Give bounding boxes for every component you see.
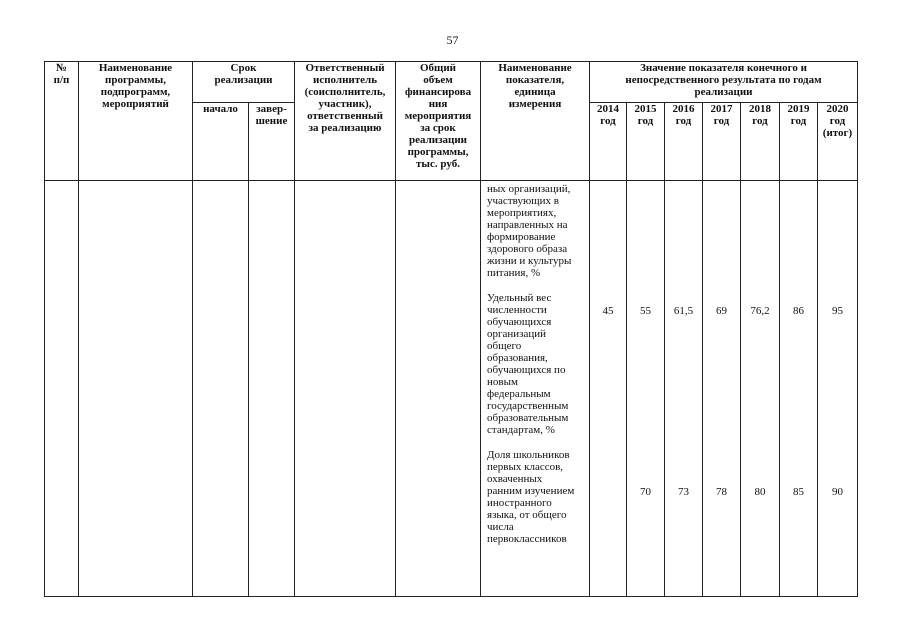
header-year-2015: 2015 год <box>627 103 665 181</box>
value-row3-2017: 78 <box>716 486 728 498</box>
cell-executor <box>295 181 396 597</box>
value-row2-2017: 69 <box>716 305 728 317</box>
value-row2-2018: 76,2 <box>750 305 770 317</box>
value-row2-2019: 86 <box>793 305 805 317</box>
header-indicator: Наименование показателя, единица измерения <box>481 62 590 181</box>
indicator-1: ных организаций, участвующих в мероприятиях, направленных на формирование здорового образа жизни и культуры питания, % <box>487 183 572 279</box>
table-row <box>45 181 858 597</box>
value-row2-2014: 45 <box>602 305 614 317</box>
value-row2-2016: 61,5 <box>673 305 694 317</box>
header-name: Наименование программы, подпрограмм, мероприятий <box>79 62 193 181</box>
header-year-2019: 2019 год <box>780 103 818 181</box>
header-period-start: начало <box>193 103 249 181</box>
cell-indicator <box>481 181 590 597</box>
indicator-3: Доля школьников первых классов, охваченных ранним изучением иностранного языка, от общего числа первоклассников <box>487 449 575 545</box>
cell-year-2014 <box>590 181 627 597</box>
value-row2-2020: 95 <box>832 305 844 317</box>
header-funding: Общий объем финансирова ния мероприятия за срок реализации программы, тыс. руб. <box>396 62 481 181</box>
value-row3-2016: 73 <box>678 486 690 498</box>
indicator-2: Удельный вес численности обучающихся организаций общего образования, обучающихся по новым федеральным государственным образовательным стандартам, % <box>487 292 569 436</box>
value-row3-2015: 70 <box>640 486 652 498</box>
cell-name <box>79 181 193 597</box>
header-year-2016: 2016 год <box>665 103 703 181</box>
cell-year-2017 <box>703 181 741 597</box>
value-row3-2018: 80 <box>754 486 766 498</box>
header-year-2014: 2014 год <box>590 103 627 181</box>
value-row3-2020: 90 <box>832 486 844 498</box>
header-num: № п/п <box>45 62 79 181</box>
value-row2-2015: 55 <box>640 305 652 317</box>
header-year-2020: 2020 год (итог) <box>818 103 858 181</box>
page-number: 57 <box>446 33 459 47</box>
header-executor: Ответственный исполнитель (соисполнитель, участник), ответственный за реализацию <box>295 62 396 181</box>
cell-num <box>45 181 79 597</box>
cell-funding <box>396 181 481 597</box>
cell-year-2015 <box>627 181 665 597</box>
cell-year-2019 <box>780 181 818 597</box>
indicator-table <box>44 61 858 597</box>
value-row3-2019: 85 <box>793 486 805 498</box>
header-period: Срок реализации <box>193 62 295 103</box>
cell-year-2018 <box>741 181 780 597</box>
cell-end <box>249 181 295 597</box>
header-year-2017: 2017 год <box>703 103 741 181</box>
cell-year-2020 <box>818 181 858 597</box>
header-year-2018: 2018 год <box>741 103 780 181</box>
cell-start <box>193 181 249 597</box>
cell-year-2016 <box>665 181 703 597</box>
header-values-title: Значение показателя конечного и непосредственного результата по годам реализации <box>590 62 858 103</box>
header-period-end: завер- шение <box>249 103 295 181</box>
